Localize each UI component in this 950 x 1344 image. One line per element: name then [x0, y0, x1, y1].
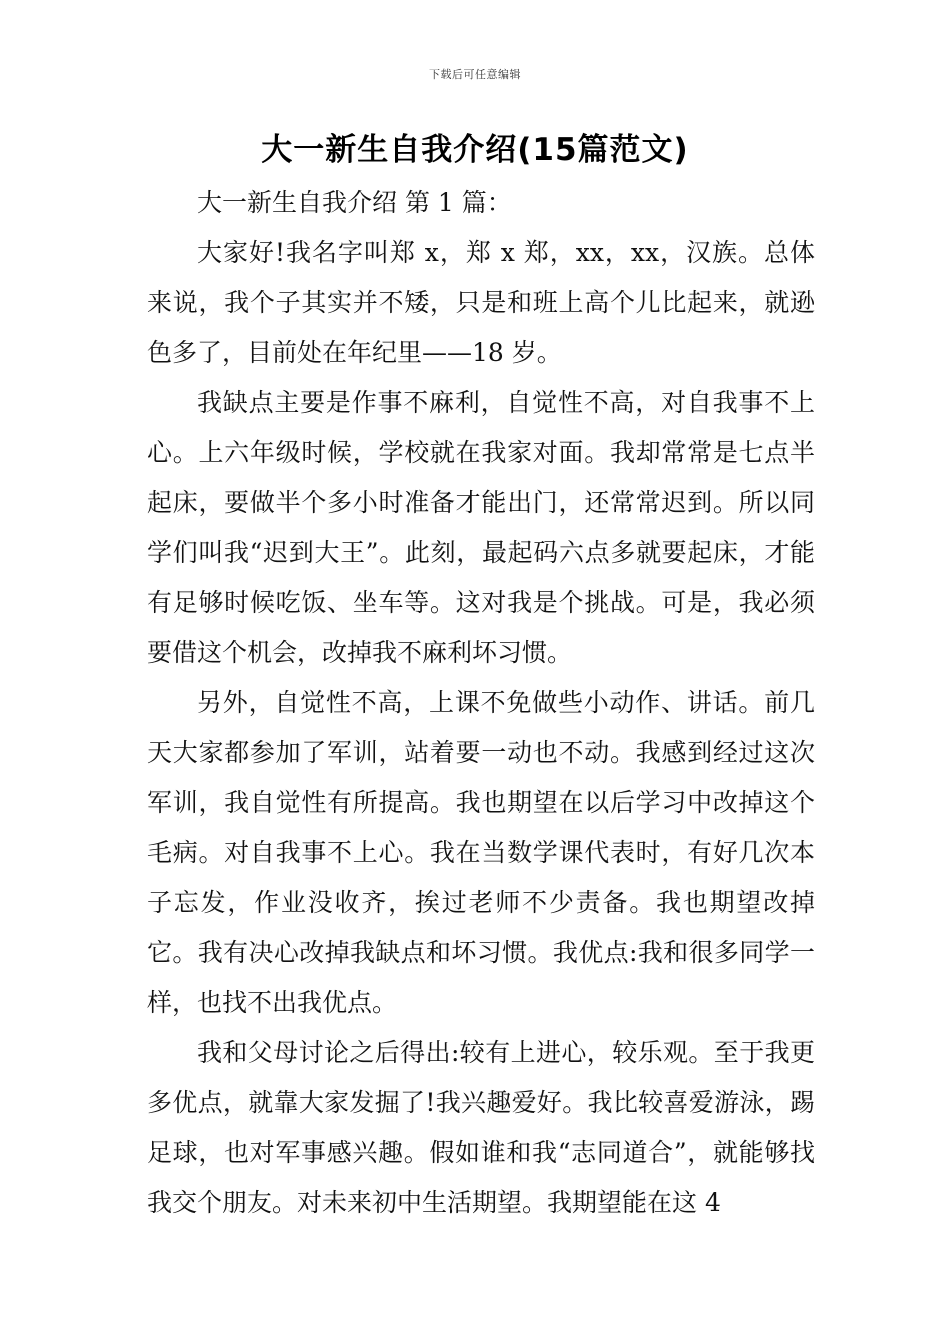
document-body: [147, 178, 815, 1228]
paragraph-4: 我和父母讨论之后得出:较有上进心，较乐观。至于我更多优点，就靠大家发掘了!我兴趣爱好。我比较喜爱游泳，踢足球，也对军事感兴趣。假如谁和我“志同道合”，就能够找我交个朋友。对未来初中生活期望。我期望能在这 4: [147, 1038, 815, 1217]
document-title: 大一新生自我介绍(15篇范文): [261, 132, 689, 168]
paragraph-3: 另外，自觉性不高，上课不免做些小动作、讲话。前几天大家都参加了军训，站着要一动也不动。我感到经过这次军训，我自觉性有所提高。我也期望在以后学习中改掉这个毛病。对自我事不上心。我在当数学课代表时，有好几次本子忘发，作业没收齐，挨过老师不少责备。我也期望改掉它。我有决心改掉我缺点和坏习惯。我优点:我和很多同学一样，也找不出我优点。: [147, 688, 815, 1017]
header-note: 下载后可任意编辑: [429, 68, 521, 81]
paragraph-2: 我缺点主要是作事不麻利，自觉性不高，对自我事不上心。上六年级时候，学校就在我家对面。我却常常是七点半起床，要做半个多小时准备才能出门，还常常迟到。所以同学们叫我“迟到大王”。此刻，最起码六点多就要起床，才能有足够时候吃饭、坐车等。这对我是个挑战。可是，我必须要借这个机会，改掉我不麻利坏习惯。: [147, 388, 815, 667]
paragraph-1: 大家好!我名字叫郑 x，郑 x 郑，xx，xx，汉族。总体来说，我个子其实并不矮，只是和班上高个儿比起来，就逊色多了，目前处在年纪里——18 岁。: [147, 238, 815, 367]
section-subheading: 大一新生自我介绍 第 1 篇：: [197, 188, 512, 217]
